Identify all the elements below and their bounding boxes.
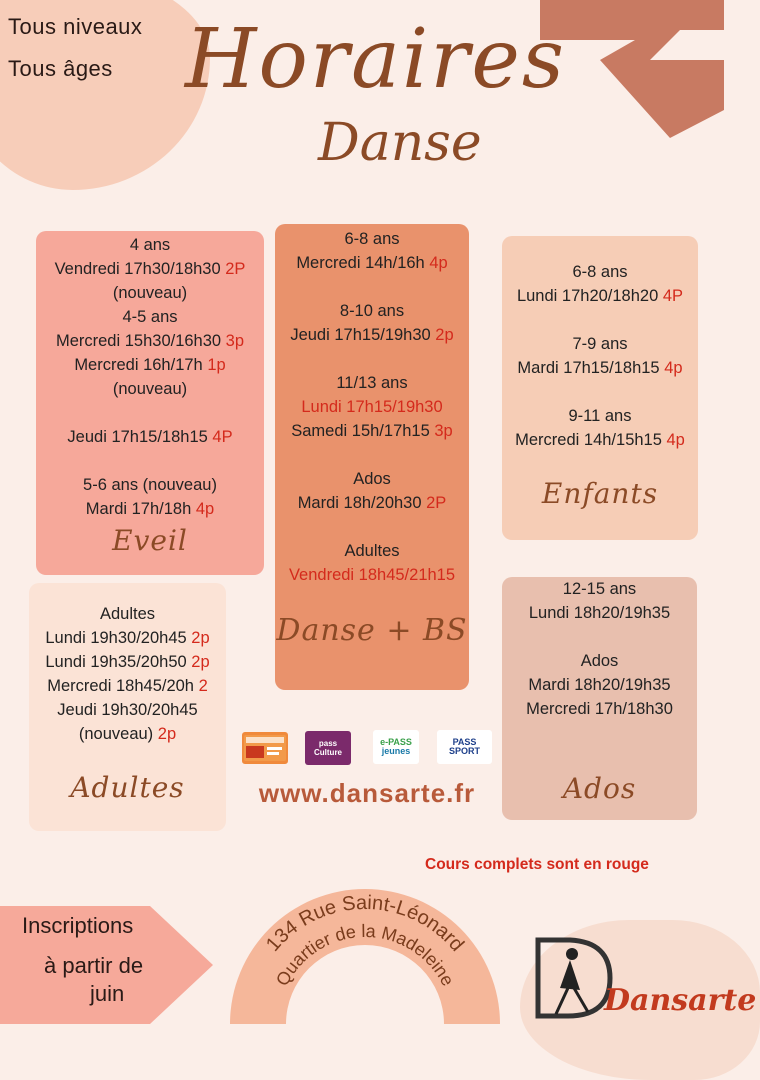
schedule-line	[275, 491, 469, 515]
region-card-logo	[242, 732, 288, 764]
full-class-marker: 4p	[666, 431, 685, 449]
full-class-marker: Lundi 17h15/19h30	[301, 398, 443, 416]
card-lines	[502, 260, 698, 452]
schedule-line	[29, 722, 226, 746]
schedule-text: Mercredi 14h/15h15	[515, 431, 667, 449]
full-class-marker: 2	[198, 677, 208, 695]
schedule-line	[36, 305, 264, 329]
tagline-ages: Tous âges	[8, 56, 113, 81]
schedule-line	[275, 323, 469, 347]
line-spacer	[502, 625, 697, 649]
schedule-text: Jeudi 17h15/19h30	[290, 326, 436, 344]
full-class-marker: 2p	[157, 725, 177, 743]
page-title: Horaires	[185, 12, 566, 107]
full-class-marker: 4p	[429, 254, 448, 272]
schedule-text: Mardi 17h15/18h15	[517, 359, 665, 377]
line-spacer	[36, 449, 264, 473]
schedule-text: Ados	[353, 470, 391, 488]
full-class-marker: 1p	[207, 356, 226, 374]
registration-banner	[0, 912, 190, 1008]
schedule-text: 6-8 ans	[572, 263, 628, 281]
card-label-eveil: Eveil	[112, 524, 188, 557]
registration-line-3: juin	[90, 981, 125, 1006]
pass-culture-text-2: Culture	[314, 748, 342, 757]
schedule-text: Mardi 17h/18h	[85, 500, 196, 518]
full-class-marker: 2p	[435, 326, 454, 344]
schedule-line	[275, 371, 469, 395]
full-class-marker: 2p	[191, 653, 210, 671]
schedule-text: Mercredi 14h/16h	[296, 254, 430, 272]
schedule-text: 7-9 ans	[572, 335, 628, 353]
schedule-text: Jeudi 17h15/18h15	[67, 428, 213, 446]
schedule-card-eveil	[36, 231, 264, 575]
full-class-marker: Vendredi 18h45/21h15	[288, 566, 456, 584]
card-label-ados: Ados	[562, 772, 637, 805]
pass-culture-logo	[305, 731, 351, 765]
schedule-line	[29, 626, 226, 650]
schedule-line	[275, 539, 469, 563]
card-label-adultes: Adultes	[70, 771, 185, 804]
schedule-card-ados	[502, 577, 697, 820]
card-label-enfants: Enfants	[541, 477, 659, 510]
schedule-text: Lundi 17h20/18h20	[516, 287, 663, 305]
schedule-text: 8-10 ans	[339, 302, 405, 320]
schedule-text: 4-5 ans	[122, 308, 178, 326]
registration-line-1: Inscriptions	[22, 913, 134, 938]
full-class-marker: 4P	[212, 428, 233, 446]
schedule-text: Mardi 18h/20h30	[297, 494, 427, 512]
schedule-text: 9-11 ans	[568, 407, 632, 425]
schedule-text: 11/13 ans	[336, 374, 408, 392]
full-class-marker: 2p	[191, 629, 210, 647]
schedule-line	[36, 473, 264, 497]
schedule-line	[502, 404, 698, 428]
brand-name: Dansarte	[604, 983, 757, 1018]
full-class-marker: 3p	[434, 422, 453, 440]
schedule-line	[502, 428, 698, 452]
schedule-line	[275, 299, 469, 323]
epass-text-1: e-PASS	[380, 737, 412, 747]
full-class-marker: 3p	[225, 332, 245, 350]
schedule-line	[29, 698, 226, 722]
address-line-2: Quartier de la Madeleine	[271, 920, 459, 990]
schedule-text: Mercredi 16h/17h	[74, 356, 208, 374]
zigzag-shape	[540, 0, 724, 140]
schedule-text: Mardi 18h20/19h35	[528, 676, 671, 694]
card-label-danse-bs: Danse + BS	[276, 613, 468, 648]
schedule-text: (nouveau)	[78, 725, 158, 743]
schedule-line	[502, 697, 697, 721]
schedule-line	[502, 673, 697, 697]
schedule-line	[275, 395, 469, 419]
schedule-line	[36, 377, 264, 401]
schedule-line	[275, 227, 469, 251]
schedule-text: Samedi 15h/17h15	[291, 422, 435, 440]
schedule-text: Vendredi 17h30/18h30	[54, 260, 226, 278]
schedule-text: Mercredi 18h45/20h	[47, 677, 199, 695]
line-spacer	[502, 308, 698, 332]
pass-sport-logo	[437, 730, 492, 764]
schedule-line	[275, 251, 469, 275]
full-class-marker: 2P	[225, 260, 246, 278]
registration-line-2: à partir de	[44, 953, 144, 978]
epass-jeunes-logo	[373, 730, 419, 764]
schedule-line	[502, 260, 698, 284]
schedule-line	[29, 650, 226, 674]
schedule-line	[36, 425, 264, 449]
line-spacer	[275, 347, 469, 371]
card-lines	[36, 233, 264, 521]
card-lines	[502, 577, 697, 721]
schedule-line	[502, 332, 698, 356]
tagline-levels: Tous niveaux	[8, 14, 143, 39]
schedule-line	[36, 353, 264, 377]
schedule-line	[502, 356, 698, 380]
website-link[interactable]: www.dansarte.fr	[258, 778, 476, 808]
schedule-text: (nouveau)	[112, 284, 188, 302]
line-spacer	[275, 275, 469, 299]
address-arch	[220, 880, 510, 1024]
line-spacer	[275, 443, 469, 467]
card-lines	[29, 602, 226, 746]
full-class-marker: 4p	[664, 359, 683, 377]
full-class-marker: 2P	[426, 494, 447, 512]
schedule-text: 5-6 ans (nouveau)	[83, 476, 217, 494]
line-spacer	[275, 515, 469, 539]
schedule-line	[275, 419, 469, 443]
schedule-line	[502, 649, 697, 673]
schedule-line	[36, 497, 264, 521]
schedule-line	[36, 281, 264, 305]
schedule-text: Lundi 19h30/20h45	[45, 629, 192, 647]
schedule-text: Mercredi 15h30/16h30	[55, 332, 226, 350]
schedule-text: Ados	[580, 652, 619, 670]
line-spacer	[502, 380, 698, 404]
schedule-line	[275, 467, 469, 491]
full-class-marker: 4P	[662, 287, 684, 305]
epass-text-2: jeunes	[381, 746, 411, 756]
schedule-line	[36, 329, 264, 353]
schedule-text: Lundi 19h35/20h50	[45, 653, 192, 671]
schedule-text: 4 ans	[129, 236, 171, 254]
schedule-text: Mercredi 17h/18h30	[526, 700, 673, 718]
schedule-card-enfants	[502, 236, 698, 540]
page-subtitle: Danse	[318, 113, 482, 173]
dansarte-logo	[530, 930, 757, 1024]
schedule-line	[502, 284, 698, 308]
schedule-line	[36, 233, 264, 257]
schedule-text: Adultes	[99, 605, 156, 623]
address-line-1: 134 Rue Saint-Léonard	[261, 891, 469, 956]
schedule-line	[29, 674, 226, 698]
schedule-text: 6-8 ans	[344, 230, 400, 248]
schedule-card-adultes	[29, 583, 226, 831]
pass-culture-text-1: pass	[318, 739, 338, 748]
schedule-line	[275, 563, 469, 587]
full-class-marker: 4p	[195, 500, 215, 518]
legend-note: Cours complets sont en rouge	[425, 856, 649, 873]
schedule-text: (nouveau)	[112, 380, 188, 398]
pass-sport-text: PASS SPORT	[448, 737, 480, 756]
line-spacer	[36, 401, 264, 425]
schedule-line	[502, 577, 697, 601]
schedule-card-danse-bs	[275, 224, 469, 690]
schedule-text: 12-15 ans	[562, 580, 637, 598]
schedule-text: Adultes	[344, 542, 400, 560]
schedule-line	[502, 601, 697, 625]
card-lines	[275, 227, 469, 587]
schedule-text: Lundi 18h20/19h35	[528, 604, 671, 622]
schedule-line	[36, 257, 264, 281]
schedule-line	[29, 602, 226, 626]
schedule-text: Jeudi 19h30/20h45	[57, 701, 198, 719]
